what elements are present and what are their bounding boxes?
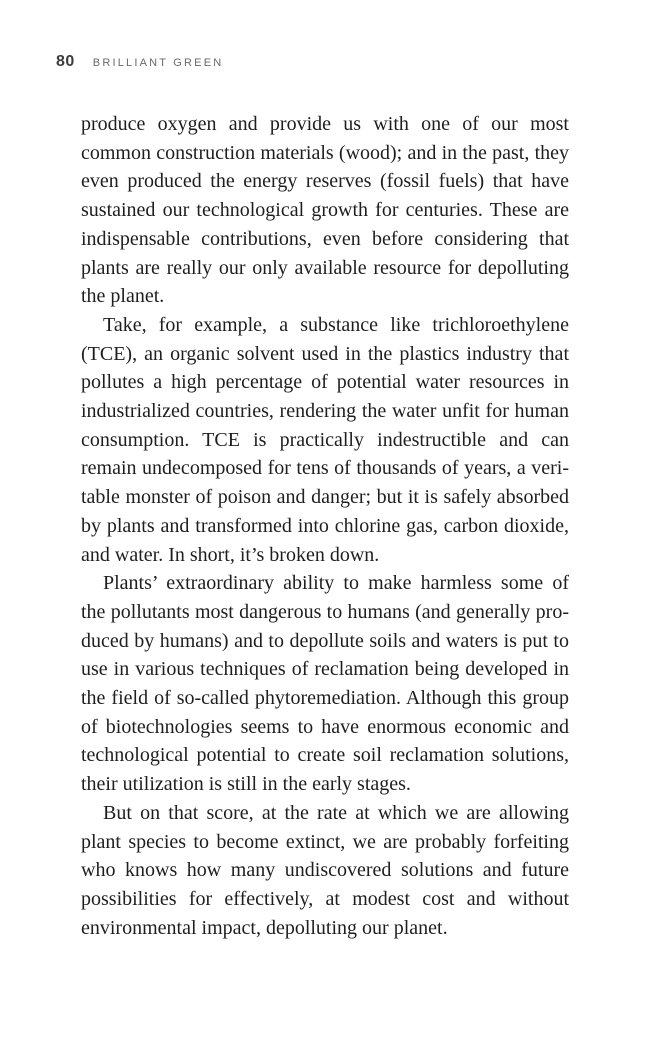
body-text xyxy=(81,110,569,942)
running-head xyxy=(56,53,223,75)
paragraph-4: But on that score, at the rate at which we are allowing plant species to become extinct, we are probably forfeiting who knows how many undiscovered solutions and future possibilities for effectively, at modest cost and without environmental impact, depolluting our planet. xyxy=(81,801,569,939)
paragraph-1: produce oxygen and provide us with one of our most common construction materials (wood); and in the past, they even produced the energy reserves (fossil fuels) that have sustained our technological growth for centuries. These are indispensable contributions, even before considering that plants are really our only available resource for depolluting the planet. xyxy=(81,113,569,308)
book-title: BRILLIANT GREEN xyxy=(92,57,224,69)
paragraph-2: Take, for example, a substance like trichloroethylene (TCE), an organic solvent used in the plastics industry that pollutes a high percentage of potential water resources in industrialized countries, rendering the water unfit for human consumption. TCE is practically indestructible and can remain undecomposed for tens of thousands of years, a veritable monster of poison and danger; but it is safely absorbed by plants and transformed into chlorine gas, carbon dioxide, and water. In short, it’s broken down. xyxy=(81,313,569,566)
paragraph-3: Plants’ extraordinary ability to make harmless some of the pollutants most dangerous to humans (and generally produced by humans) and to depollute soils and waters is put to use in various techniques of reclamation being developed in the field of so-called phytoremediation. Although this group of biotechnologies seems to have enormous economic and technological potential to create soil reclamation solutions, their utilization is still in the early stages. xyxy=(81,572,569,796)
page-number: 80 xyxy=(56,53,75,70)
